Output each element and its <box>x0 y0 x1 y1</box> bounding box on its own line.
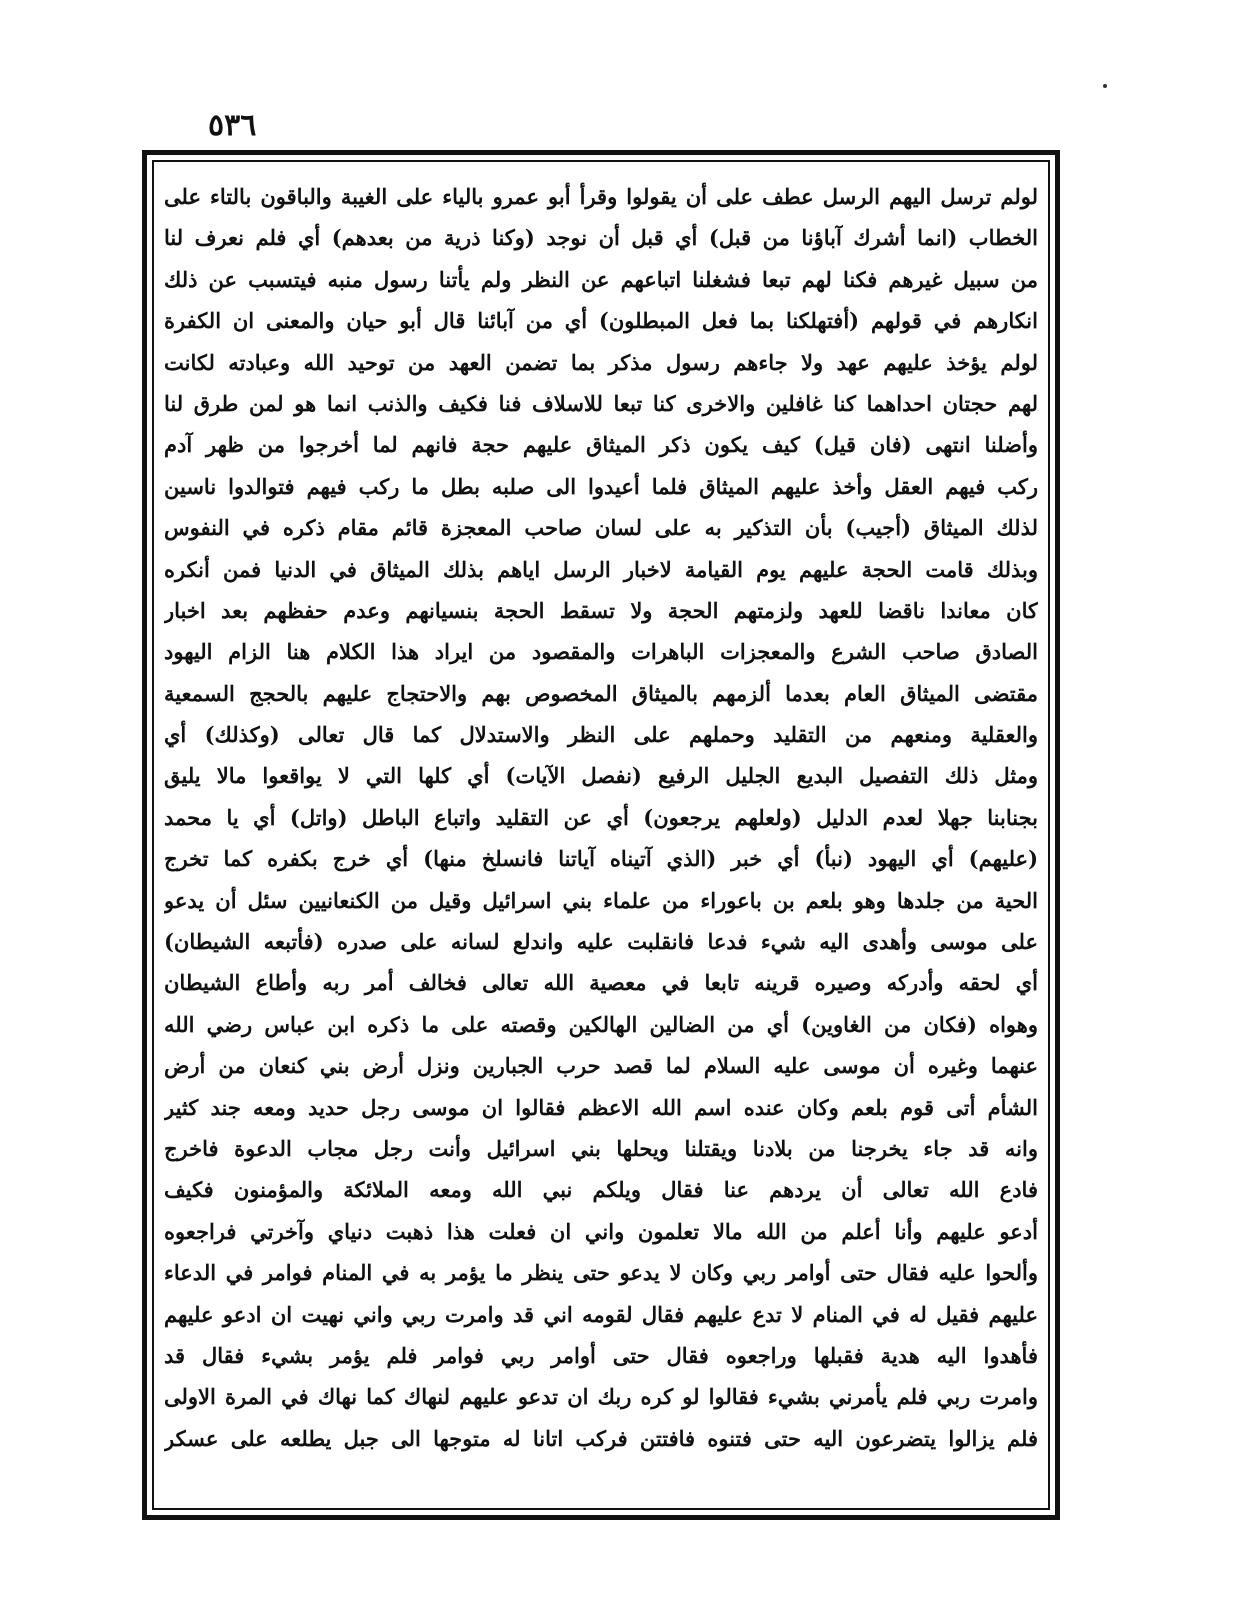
text-line: ومثل ذلك التفصيل البديع الجليل الرفيع (نفصل الآيات) أي كلها التي لا يواقعوا مالا يليق <box>164 763 1038 789</box>
scan-speck <box>1103 84 1107 88</box>
text-line: عليهم فقيل له في المنام لا تدع عليهم فقال لقومه اني قد وامرت ربي واني نهيت ان ادعو عليهم <box>164 1301 1038 1327</box>
text-line: الخطاب (انما أشرك آباؤنا من قبل) أي قبل أن نوجد (وكنا ذرية من بعدهم) أي فلم نعرف لنا <box>164 225 1038 251</box>
text-line: وانه قد جاء يخرجنا من بلادنا ويقتلنا ويحلها بني اسرائيل وأنت رجل مجاب الدعوة فاخرج <box>164 1135 1038 1161</box>
text-line: وبذلك قامت الحجة عليهم يوم القيامة لاخبار الرسل اياهم بذلك الميثاق في الدنيا فمن أنكره <box>164 556 1038 582</box>
page-text-body <box>164 176 1038 1502</box>
text-line: لذلك الميثاق (أجيب) بأن التذكير به على لسان صاحب المعجزة قائم مقام ذكره في النفوس <box>164 515 1038 541</box>
text-line: فادع الله تعالى أن يردهم عنا فقال ويلكم نبي الله ومعه الملائكة والمؤمنون فكيف <box>164 1177 1038 1203</box>
text-line: كان معاندا ناقضا للعهد ولزمتهم الحجة ولا تسقط الحجة بنسيانهم وعدم حفظهم بعد اخبار <box>164 597 1038 623</box>
text-line: لولم ترسل اليهم الرسل عطف على أن يقولوا وقرأ أبو عمرو بالياء على الغيبة والباقون بالتاء على <box>164 184 1038 209</box>
page-number: ٥٣٦ <box>208 108 257 143</box>
text-line: أدعو عليهم وأنا أعلم من الله مالا تعلمون واني ان فعلت هذا ذهبت دنياي وآخرتي فراجعوه <box>164 1218 1038 1244</box>
text-line: الصادق صاحب الشرع والمعجزات الباهرات والمقصود من ايراد هذا الكلام هنا الزام اليهود <box>164 639 1038 665</box>
text-line: على موسى وأهدى اليه شيء فدعا فانقلبت عليه واندلع لسانه على صدره (فأتبعه الشيطان) <box>164 929 1038 955</box>
text-line: والعقلية ومنعهم من التقليد وحملهم على النظر والاستدلال كما قال تعالى (وكذلك) أي <box>164 722 1038 748</box>
text-line: أي لحقه وأدركه وصيره قرينه تابعا في معصية الله تعالى فخالف أمر ربه وأطاع الشيطان <box>164 970 1038 996</box>
text-line: (عليهم) أي اليهود (نبأ) أي خبر (الذي آتيناه آياتنا فانسلخ منها) أي خرج بكفره كما تخرج <box>164 846 1038 872</box>
text-line: مقتضى الميثاق العام بعدما ألزمهم بالميثاق المخصوص بهم والاحتجاج عليهم بالحجج السمعية <box>164 680 1038 706</box>
text-line: من سبيل غيرهم فكنا لهم تبعا فشغلنا اتباعهم عن النظر ولم يأتنا رسول منبه فيتسبب عن ذلك <box>164 266 1038 292</box>
text-line: انكارهم في قولهم (أفتهلكنا بما فعل المبطلون) أي من آبائنا قال أبو حيان والمعنى ان الكفرة <box>164 308 1038 334</box>
text-line: بجنابنا جهلا لعدم الدليل (ولعلهم يرجعون) أي عن التقليد واتباع الباطل (واتل) أي يا محمد <box>164 804 1038 830</box>
text-line: ركب فيهم العقل وأخذ عليهم الميثاق فلما أعيدوا الى صلبه بطل ما ركب فيهم فتوالدوا ناسين <box>164 473 1038 499</box>
text-line: وألحوا عليه فقال حتى أوامر ربي وكان لا يدعو حتى ينظر ما يؤمر به في المنام فوامر في الدعاء <box>164 1260 1038 1286</box>
text-line: الشأم أتى قوم بلعم وكان عنده اسم الله الاعظم فقالوا ان موسى رجل حديد ومعه جند كثير <box>164 1094 1038 1120</box>
text-line: وامرت ربي فلم يأمرني بشيء فقالوا لو كره ربك ان تدعو عليهم لنهاك كما نهاك في المرة الاولى <box>164 1384 1038 1410</box>
text-line: لولم يؤخذ عليهم عهد ولا جاءهم رسول مذكر بما تضمن العهد من توحيد الله وعبادته لكانت <box>164 349 1038 375</box>
text-line: الحية من جلدها وهو بلعم بن باعوراء من علماء بني اسرائيل وقيل من الكنعانيين سئل أن يدعو <box>164 887 1038 913</box>
text-line: لهم حجتان احداهما كنا غافلين والاخرى كنا تبعا للاسلاف فنا فكيف والذنب انما هو لمن طرق لنا <box>164 390 1038 416</box>
text-line: وأضلنا انتهى (فان قيل) كيف يكون ذكر الميثاق عليهم حجة فانهم لما أخرجوا من ظهر آدم <box>164 432 1038 458</box>
text-line: فلم يزالوا يتضرعون اليه حتى فتنوه فافتتن فركب اتانا له متوجها الى جبل يطلعه على عسكر <box>164 1425 1038 1451</box>
text-line: عنهما وغيره أن موسى عليه السلام لما قصد حرب الجبارين ونزل أرض بني كنعان من أرض <box>164 1053 1038 1079</box>
text-line: فأهدوا اليه هدية فقبلها وراجعوه فقال حتى أوامر ربي فوامر فلم يؤمر بشيء فقال قد <box>164 1342 1038 1368</box>
text-line: وهواه (فكان من الغاوين) أي من الضالين الهالكين وقصته على ما ذكره ابن عباس رضي الله <box>164 1011 1038 1037</box>
